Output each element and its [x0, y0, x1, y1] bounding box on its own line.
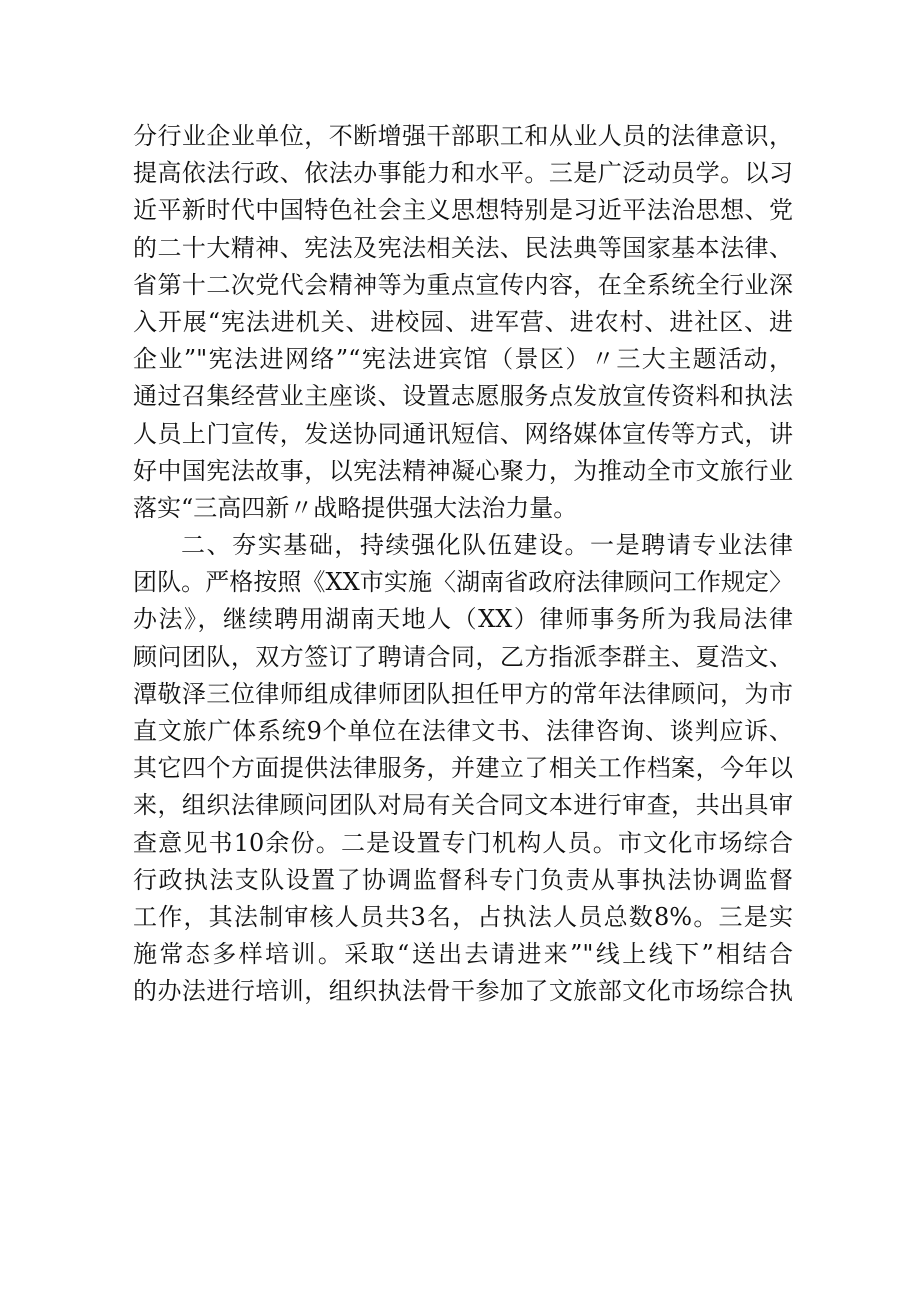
- paragraph-line: 其它四个方面提供法律服务，并建立了相关工作档案，今年以: [133, 754, 793, 783]
- paragraph-line: 查意见书10余份。二是设置专门机构人员。市文化市场综合: [133, 828, 793, 857]
- paragraph-line: 潭敬泽三位律师组成律师团队担任甲方的常年法律顾问，为市: [133, 679, 793, 708]
- paragraph-line: 直文旅广体系统9个单位在法律文书、法律咨询、谈判应诉、: [133, 717, 793, 745]
- paragraph-line: 落实“三高四新〃战略提供强大法治力量。: [133, 493, 578, 522]
- paragraph-line: 工作，其法制审核人员共3名，占执法人员总数8%。三是实: [133, 902, 793, 931]
- paragraph-line: 施常态多样培训。采取“送出去请进来”"线上线下”相结合: [133, 940, 793, 969]
- paragraph-line: 入开展“宪法进机关、进校园、进军营、进农村、进社区、进: [133, 307, 793, 336]
- paragraph-1: [133, 118, 793, 527]
- paragraph-line: 提高依法行政、依法办事能力和水平。三是广泛动员学。以习: [133, 159, 793, 188]
- paragraph-2: [133, 527, 793, 1010]
- paragraph-line: 团队。严格按照《XX市实施〈湖南省政府法律顾问工作规定〉: [133, 568, 793, 597]
- paragraph-line: 通过召集经营业主座谈、设置志愿服务点发放宣传资料和执法: [133, 382, 793, 411]
- paragraph-line: 二、夯实基础，持续强化队伍建设。一是聘请专业法律: [181, 531, 793, 560]
- paragraph-line: 顾问团队，双方签订了聘请合同，乙方指派李群主、夏浩文、: [133, 642, 793, 671]
- paragraph-line: 近平新时代中国特色社会主义思想特别是习近平法治思想、党: [133, 196, 793, 225]
- paragraph-line: 企业”"宪法进网络”“宪法进宾馆（景区）〃三大主题活动，: [133, 345, 793, 374]
- paragraph-line: 办法》，继续聘用湖南天地人（XX）律师事务所为我局法律: [133, 605, 793, 634]
- paragraph-line: 省第十二次党代会精神等为重点宣传内容，在全系统全行业深: [133, 270, 793, 299]
- paragraph-line: 的办法进行培训，组织执法骨干参加了文旅部文化市场综合执: [133, 977, 793, 1006]
- paragraph-line: 分行业企业单位，不断增强干部职工和从业人员的法律意识，: [133, 122, 793, 150]
- paragraph-line: 的二十大精神、宪法及宪法相关法、民法典等国家基本法律、: [133, 233, 793, 262]
- document-body: [133, 118, 793, 1011]
- paragraph-line: 好中国宪法故事，以宪法精神凝心聚力，为推动全市文旅行业: [133, 456, 793, 485]
- paragraph-line: 来，组织法律顾问团队对局有关合同文本进行审查，共出具审: [133, 791, 793, 820]
- paragraph-line: 人员上门宣传，发送协同通讯短信、网络媒体宣传等方式，讲: [133, 419, 793, 448]
- paragraph-line: 行政执法支队设置了协调监督科专门负责从事执法协调监督: [133, 865, 793, 894]
